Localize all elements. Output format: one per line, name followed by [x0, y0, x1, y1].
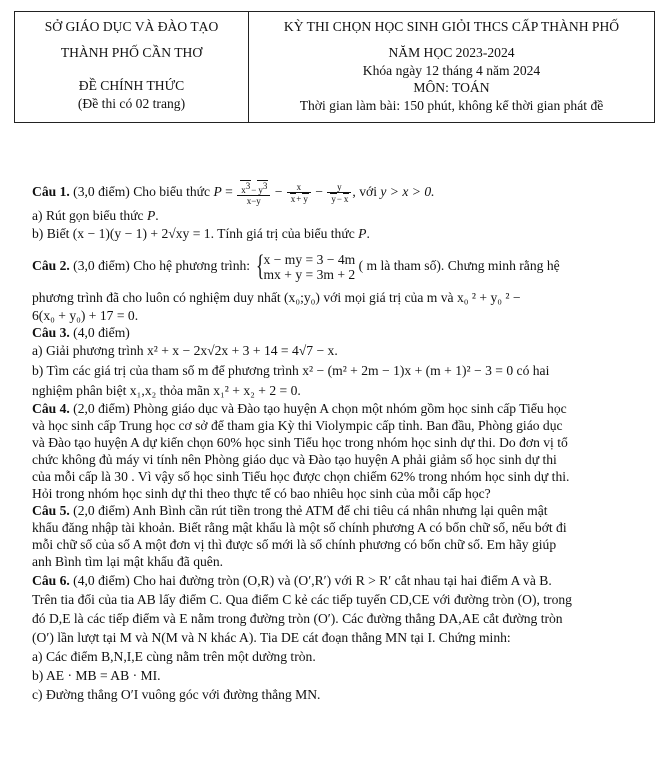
q6-line-3: đó D,E là các tiếp điểm và E nằm trong đường tròn (O′). Các đường thẳng DA,AE cắt đường tròn — [32, 611, 563, 626]
q1-fraction-1 — [237, 180, 270, 206]
q4-line-6: Hỏi trong nhóm học sinh dự thi theo thực tế có bao nhiêu học sinh của mỗi cấp học? — [32, 486, 491, 501]
q3-heading — [32, 324, 130, 341]
math-text: (4,0 điểm) Cho hai đường tròn (O,R) và (O′,R′) với R > R′ cắt nhau tại hai điểm A và B. — [69, 573, 552, 588]
q6-part-c: c) Đường thẳng O′I vuông góc với đường thẳng MN. — [32, 687, 321, 702]
q5-label: Câu 5. — [32, 503, 70, 518]
q5-line-2: khẩu đăng nhập tài khoản. Biết rằng mật khẩu là một số chính phương A có bốn chữ số, nếu bớt đi — [32, 520, 567, 535]
q2-label: Câu 2. — [32, 258, 70, 274]
q6-label: Câu 6. — [32, 573, 70, 588]
math-text: (3,0 điểm) Cho hệ phương trình: — [69, 258, 254, 274]
math-text: 3 — [262, 181, 268, 191]
q1-b-expression: (x − 1)(y − 1) + 2√xy = 1. — [72, 226, 214, 241]
math-text: b) Biết — [32, 226, 73, 241]
q6-part-b: b) AE · MB = AB · MI. — [32, 668, 161, 683]
q3-part-b-line-2: nghiệm phân biệt x₁,x₂ thỏa mãn x₁² + x₂ + 2 = 0. — [32, 383, 301, 398]
q1-part-a: a) Rút gọn biểu thức P. — [32, 208, 159, 223]
q4-line-4: chức không đủ máy vi tính nên Phòng giáo dục và Đào tạo huyện A phải giảm số học sinh dự thi — [32, 452, 557, 467]
official-exam-label: ĐỀ CHÍNH THỨC — [78, 78, 185, 93]
department-name: SỞ GIÁO DỤC VÀ ĐÀO TẠO — [44, 19, 219, 34]
math-text: (2,0 điểm) Anh Bình cần rút tiền trong thẻ ATM để chi tiêu cá nhân nhưng lại quên mật — [69, 503, 548, 518]
math-text: P — [146, 208, 156, 223]
q4-label: Câu 4. — [32, 401, 70, 416]
q3-label: Câu 3. — [32, 325, 70, 340]
q1-tail: , với — [352, 184, 381, 200]
math-text: x — [343, 194, 349, 204]
q6-line-2: Trên tia đối của tia AB lấy điểm C. Qua điểm C kẻ các tiếp tuyến CD,CE với đường tròn (O), trong — [32, 592, 572, 607]
q1-statement: Câu 1. (3,0 điểm) Cho biểu thức P = $\frac{x^3- y^3}{x-y}$ − $\frac{x}{x+ y}$ − $\frac{y}{y- x}$ , với y > x > 0. — [32, 181, 435, 206]
q6-line-4: (O′) lần lượt tại M và N(M và N khác A). Tia DE cát đoạn thẳng MN tại I. Chứng minh: — [32, 630, 511, 645]
q2-equation-1: { x − my = 3 − 4m — [263, 252, 356, 267]
math-text: y− x — [331, 194, 349, 204]
q2-line-3: 6(x₀ + y₀) + 17 = 0. — [32, 308, 139, 323]
math-text: x — [287, 182, 311, 193]
time-allowed: Thời gian làm bài: 150 phút, không kể thời gian phát đề — [299, 98, 604, 113]
math-text: y — [327, 182, 351, 193]
math-text: y — [303, 194, 308, 204]
q1-label: Câu 1. — [32, 184, 70, 200]
q6-line-1 — [32, 572, 552, 589]
math-text: P — [213, 184, 222, 200]
q4-line-2: và học sinh cấp Trung học cơ sở để tham gia Kỳ thi Violympic cấp tỉnh. Ban đầu, Phòng giáo dục — [32, 418, 563, 433]
math-text: P — [358, 226, 367, 241]
q5-line-4: anh Bình tìm lại mật khẩu đã quên. — [32, 554, 224, 569]
q3-part-a: a) Giải phương trình x² + x − 2x√2x + 3 + 14 = 4√7 − x. — [32, 343, 338, 358]
q2-line-2: phương trình đã cho luôn có nghiệm duy nhất (x₀;y₀) với mọi giá trị của m và x₀ ² + y₀ ² − — [32, 290, 521, 305]
q4-line-1 — [32, 400, 567, 417]
subject: MÔN: TOÁN — [413, 80, 490, 95]
q4-line-3: và Đào tạo huyện A dự kiến chọn 60% học sinh Tiểu học trong nhóm học sinh dự thi. Do đơn vị tổ — [32, 435, 568, 450]
exam-date: Khóa ngày 12 tháng 4 năm 2024 — [362, 63, 541, 78]
exam-header — [14, 11, 655, 123]
q5-line-1 — [32, 502, 548, 519]
q1-part-b: b) Biết (x − 1)(y − 1) + 2√xy = 1. Tính giá trị của biểu thức P. — [32, 226, 370, 241]
math-text: x — [290, 194, 296, 204]
q2-statement — [32, 252, 560, 282]
q3-part-b-line-1: b) Tìm các giá trị của tham số m để phương trình x² − (m² + 2m − 1)x + (m + 1)² − 3 = 0 có hai — [32, 363, 550, 378]
math-text: y — [331, 194, 336, 204]
q2-equation-2: mx + y = 3m + 2 — [263, 267, 356, 282]
math-text: $y^3$ — [258, 181, 268, 195]
q6-part-a: a) Các điểm B,N,I,E cùng nằm trên một dường tròn. — [32, 649, 316, 664]
math-text: x−y — [246, 196, 261, 206]
math-text: $x^3$ — [241, 181, 251, 195]
school-year: NĂM HỌC 2023-2024 — [388, 45, 515, 60]
q1-fraction-2 — [287, 182, 311, 204]
math-text: (4,0 điểm) — [69, 325, 130, 340]
q5-line-3: mỗi chữ số của số A một đơn vị thì được số mới là số chính phương có bốn chữ số. Em hãy giúp — [32, 537, 557, 552]
q4-line-5: của mỗi cấp là 30 . Vì vậy số học sinh Tiểu học được chọn chiếm 62% trong nhóm học sinh dự thi. — [32, 469, 570, 484]
math-text: x+ y — [290, 194, 308, 204]
exam-name: KỲ THI CHỌN HỌC SINH GIỎI THCS CẤP THÀNH PHỐ — [283, 19, 620, 34]
math-text: (2,0 điểm) Phòng giáo dục và Đào tạo huyện A chọn một nhóm gồm học sinh cấp Tiểu học — [69, 401, 567, 416]
q2-equation-system — [253, 252, 355, 282]
q1-fraction-3 — [327, 182, 351, 204]
math-text: ( m là tham số). Chưng minh rằng hệ — [355, 258, 560, 274]
page-count-note: (Đề thi có 02 trang) — [77, 96, 186, 111]
math-text: 3 — [245, 181, 251, 191]
q1-condition: y > x > 0. — [380, 184, 435, 200]
city-name: THÀNH PHỐ CẦN THƠ — [60, 45, 203, 60]
math-text: a) Rút gọn biểu thức — [32, 208, 147, 223]
q1-intro: (3,0 điểm) Cho biểu thức — [69, 184, 214, 200]
math-text: Tính giá trị của biểu thức — [213, 226, 359, 241]
math-text: $x^3- y^3$ — [237, 180, 270, 196]
